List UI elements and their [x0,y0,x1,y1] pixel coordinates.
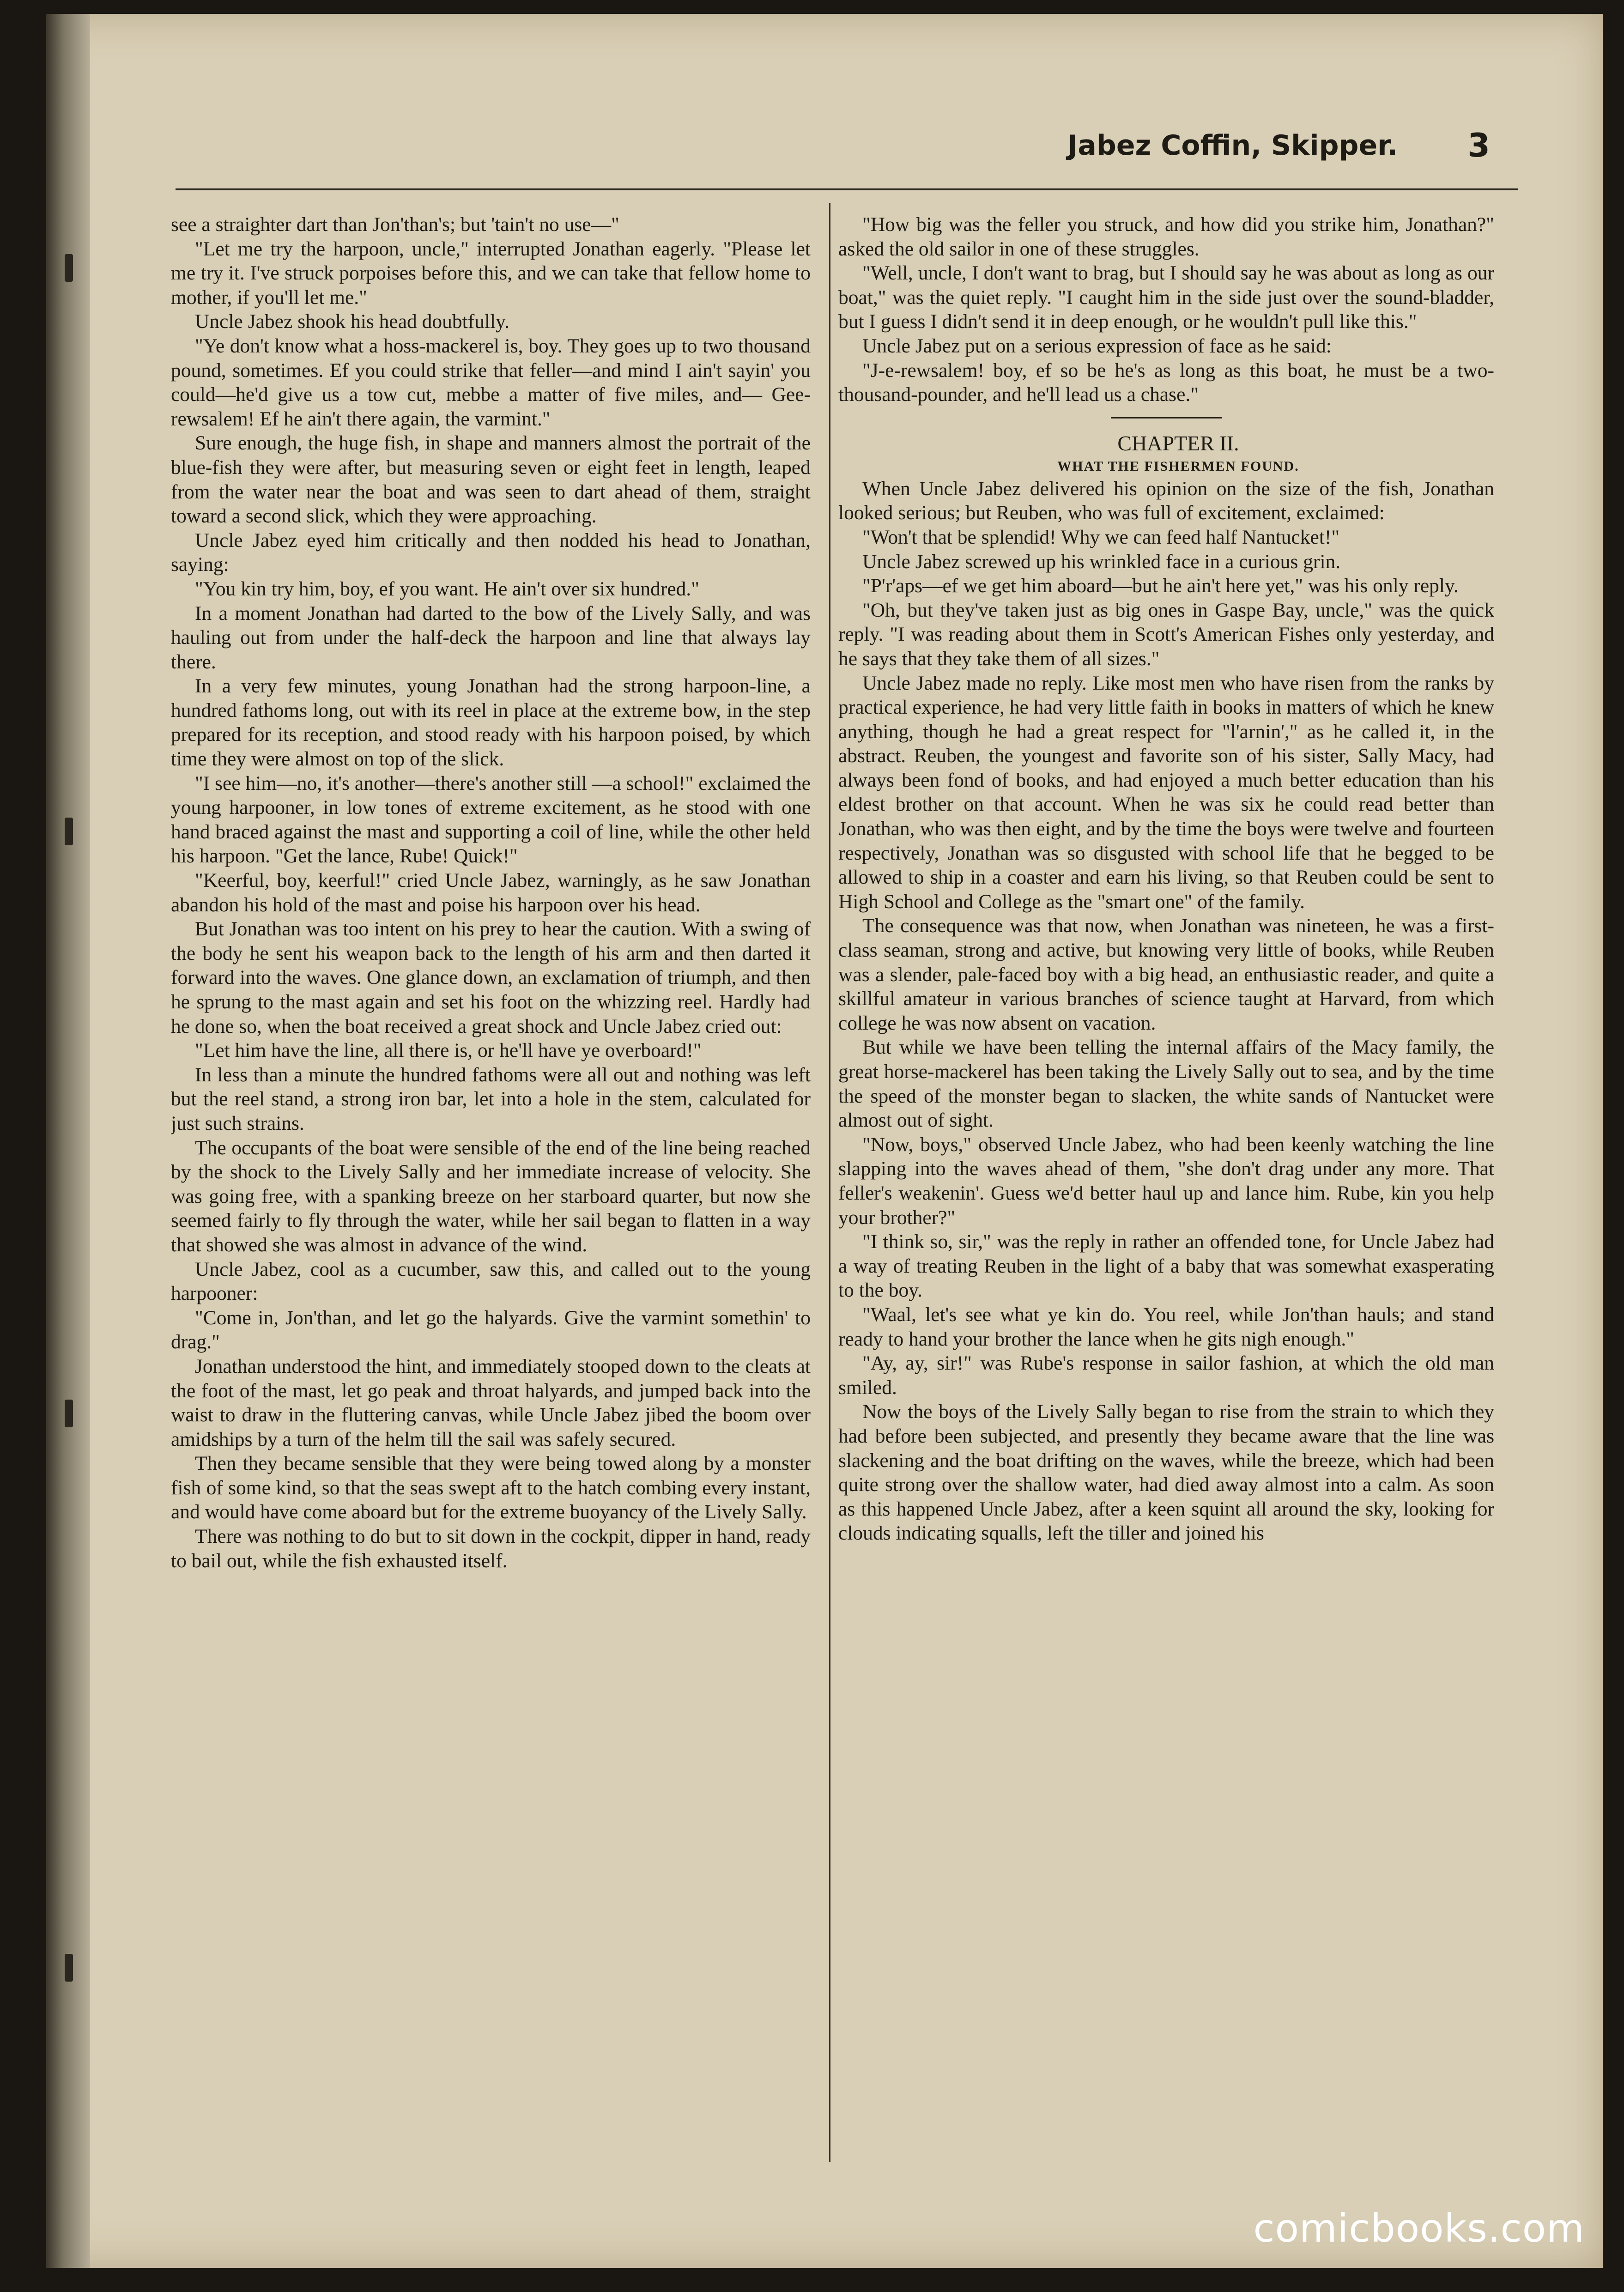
column-divider [829,203,830,2162]
paragraph: "P'r'aps—ef we get him aboard—but he ain't here yet," was his only reply. [862,575,1459,597]
paragraph: "Ay, ay, sir!" was Rube's response in sailor fashion, at which the old man smiled. [838,1352,1494,1399]
paragraph: "You kin try him, boy, ef you want. He ain't over six hundred." [195,577,700,600]
paragraph: But Jonathan was too intent on his prey to hear the caution. With a swing of the body he sent his weapon back to the length of his arm and then darted it forward into the waves. One glance down, an exclamation of triumph, and then he sprung to the mast again and set his foot on the whizzing reel. Hardly had he done so, when the boat received a great shock and Uncle Jabez cried out: [171,918,811,1037]
paragraph: In less than a minute the hundred fathoms were all out and nothing was left but the reel stand, a strong iron bar, let into a hole in the stem, calculated for just such strains. [171,1063,811,1134]
paragraph: The consequence was that now, when Jonathan was nineteen, he was a first-class seaman, strong and active, but knowing very little of books, while Reuben was a slender, pale-faced boy with a big head, an enthusiastic reader, and quite a skillful amateur in various branches of science taught at Harvard, from which college he was now absent on vacation. [838,915,1494,1034]
paragraph: There was nothing to do but to sit down in the cockpit, dipper in hand, ready to bail out, while the fish exhausted itself. [171,1525,811,1572]
binding-stitch [65,818,73,845]
paragraph: "Let me try the harpoon, uncle," interrupted Jonathan eagerly. "Please let me try it. I've struck porpoises before this, and we can take that fellow home to mother, if you'll let me." [171,237,811,309]
paragraph: "How big was the feller you struck, and how did you strike him, Jonathan?" asked the old sailor in one of these struggles. [838,213,1494,260]
paragraph: "Ye don't know what a hoss-mackerel is, boy. They goes up to two thousand pound, sometimes. Ef you could strike that feller—and mind I ain't sayin' you could—he'd give us a tow cut, mebbe a matter of five miles, and— Gee-rewsalem! Ef he ain't there again, the varmint." [171,334,811,430]
paragraph: "Waal, let's see what ye kin do. You reel, while Jon'than hauls; and stand ready to hand your brother the lance when he gits nigh enough." [838,1303,1494,1350]
paragraph: "Keerful, boy, keerful!" cried Uncle Jabez, warningly, as he saw Jonathan abandon his hold of the mast and poise his harpoon over his head. [171,869,811,916]
paragraph: The occupants of the boat were sensible of the end of the line being reached by the shock to the Lively Sally and her immediate increase of velocity. She was going free, with a spanking breeze on her starboard quarter, but now she seemed fairly to fly through the water, while her sail began to flatten in a way that showed she was almost in advance of the wind. [171,1136,811,1256]
paragraph: Uncle Jabez eyed him critically and then nodded his head to Jonathan, saying: [171,529,811,576]
section-rule [1111,417,1222,418]
paragraph: "Won't that be splendid! Why we can feed half Nantucket!" [862,526,1340,548]
paragraph: "Oh, but they've taken just as big ones in Gaspe Bay, uncle," was the quick reply. "I was reading about them in Scott's American Fishes only yesterday, and he says that they take them of all sizes." [838,599,1494,670]
header-rule [176,188,1518,190]
binding-stitch [65,1400,73,1427]
running-head [176,129,1527,171]
paragraph: "Come in, Jon'than, and let go the halyards. Give the varmint somethin' to drag." [171,1306,811,1353]
paragraph: Uncle Jabez screwed up his wrinkled face in a curious grin. [862,550,1341,573]
page-binding [46,14,90,2268]
paragraph: But while we have been telling the internal affairs of the Macy family, the great horse-mackerel has been taking the Lively Sally out to sea, and by the time the speed of the monster began to slacken, the white sands of Nantucket were almost out of sight. [838,1036,1494,1132]
paragraph: Uncle Jabez, cool as a cucumber, saw this, and called out to the young harpooner: [171,1258,811,1305]
paragraph: "I think so, sir," was the reply in rather an offended tone, for Uncle Jabez had a way of treating Reuben in the light of a baby that was somewhat exasperating to the boy. [838,1231,1494,1302]
paragraph: "Well, uncle, I don't want to brag, but I should say he was about as long as our boat," was the quiet reply. "I caught him in the side just over the sound-bladder, but I guess I didn't send it in deep enough, or he wouldn't pull like this." [838,262,1494,333]
paragraph: Then they became sensible that they were being towed along by a monster fish of some kind, so that the seas swept aft to the hatch combing every instant, and would have come aboard but for the extreme buoyancy of the Lively Sally. [171,1452,811,1523]
chapter-subtitle: WHAT THE FISHERMEN FOUND. [1057,458,1299,474]
paragraph: When Uncle Jabez delivered his opinion on the size of the fish, Jonathan looked serious; but Reuben, who was full of excitement, exclaimed: [838,477,1494,524]
paragraph: Now the boys of the Lively Sally began to rise from the strain to which they had before been subjected, and presently they became aware that the line was slackening and the boat drifting on the waves, while the breeze, which had been quite strong over the shallow water, had died away almost into a calm. As soon as this happened Uncle Jabez, after a keen squint all around the sky, looking for clouds indicating squalls, left the tiller and joined his [838,1401,1494,1545]
right-column [838,212,1494,2162]
page-number: 3 [1467,127,1490,164]
binding-stitch [65,254,73,282]
paragraph: Uncle Jabez put on a serious expression of face as he said: [862,334,1332,357]
paragraph: "J-e-rewsalem! boy, ef so be he's as long as this boat, he must be a two-thousand-pounder, and he'll lead us a chase." [838,359,1494,406]
paragraph: Uncle Jabez shook his head doubtfully. [195,310,509,333]
paragraph: "I see him—no, it's another—there's another still —a school!" exclaimed the young harpooner, in low tones of extreme excitement, as he stood with one hand braced against the mast and supporting a coil of line, while the other held his harpoon. "Get the lance, Rube! Quick!" [171,772,811,867]
paragraph: Uncle Jabez made no reply. Like most men who have risen from the ranks by practical experience, he had very little faith in books in matters of which he knew anything, though he had a great respect for "l'arnin'," as he called it, in the abstract. Reuben, the youngest and favorite son of his sister, Sally Macy, had always been fond of books, and had enjoyed a much better education than his eldest brother on that account. When he was six he could read better than Jonathan, who was then eight, and by the time the boys were twelve and fourteen respectively, Jonathan was so disgusted with school life that he begged to be allowed to ship in a coaster and earn his living, so that Reuben could be sent to High School and College as the "smart one" of the family. [838,672,1494,913]
paragraph: Jonathan understood the hint, and immediately stooped down to the cleats at the foot of the mast, let go peak and throat halyards, and jumped back into the waist to draw in the fluttering canvas, while Uncle Jabez jibed the boom over amidships by a turn of the helm till the sail was safely secured. [171,1355,811,1450]
chapter-title: CHAPTER II. [1117,431,1239,455]
site-watermark: comicbooks.com [1253,2206,1585,2251]
paragraph: "Now, boys," observed Uncle Jabez, who had been keenly watching the line slapping into the waves ahead of them, "she don't drag under any more. That feller's weakenin'. Guess we'd better haul up and lance him. Rube, kin you help your brother?" [838,1133,1494,1229]
paragraph: see a straighter dart than Jon'than's; but 'tain't no use—" [171,213,619,236]
paragraph: "Let him have the line, all there is, or he'll have ye overboard!" [195,1039,702,1062]
paragraph: In a moment Jonathan had darted to the bow of the Lively Sally, and was hauling out from under the half-deck the harpoon and line that always lay there. [171,602,811,673]
binding-stitch [65,1954,73,1982]
left-column [171,212,811,2162]
paragraph: Sure enough, the huge fish, in shape and manners almost the portrait of the blue-fish they were after, but measuring seven or eight feet in length, leaped from the water near the boat and was seen to dart ahead of them, straight toward a second slick, which they were approaching. [171,432,811,528]
running-title: Jabez Coffin, Skipper. [1067,129,1398,162]
paragraph: In a very few minutes, young Jonathan had the strong harpoon-line, a hundred fathoms long, out with its reel in place at the extreme bow, in the step prepared for its reception, and stood ready with his harpoon poised, by which time they were almost on top of the slick. [171,675,811,770]
